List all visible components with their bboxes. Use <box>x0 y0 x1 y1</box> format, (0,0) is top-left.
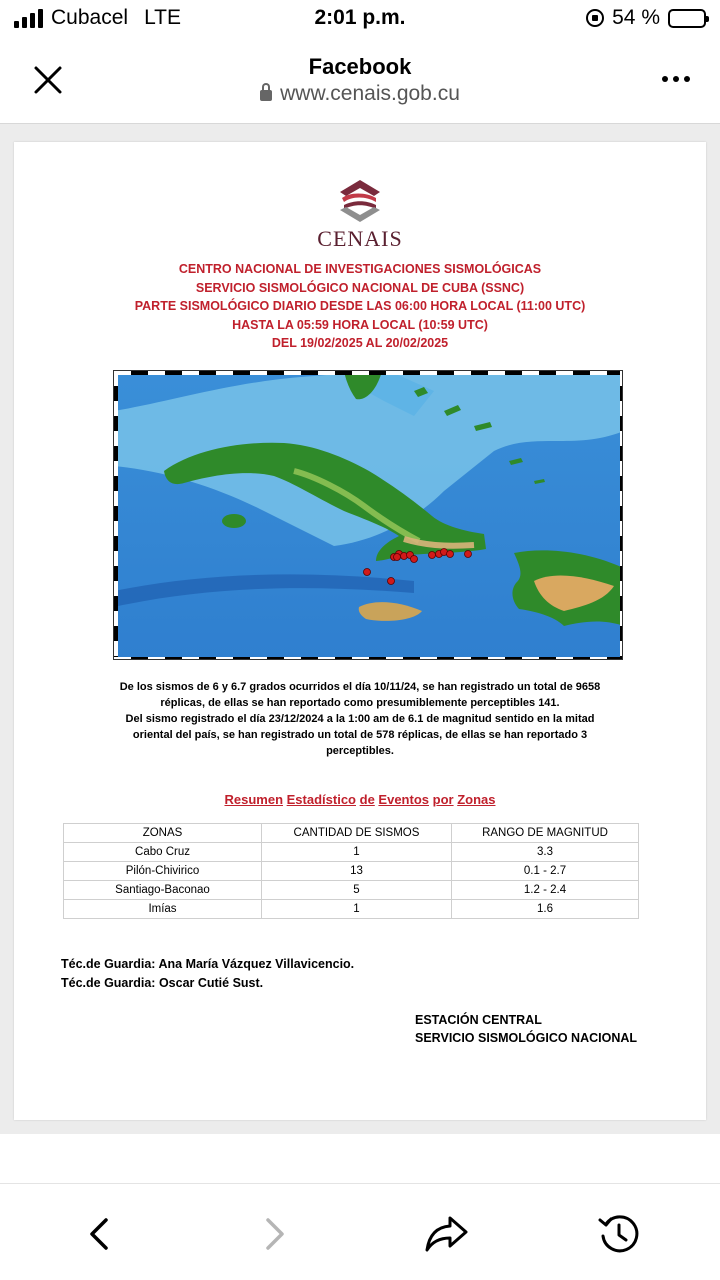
frame-tick <box>590 371 607 375</box>
dot-icon <box>684 76 690 82</box>
status-right <box>586 6 706 30</box>
url-text: www.cenais.gob.cu <box>280 82 460 105</box>
frame-tick <box>114 371 118 386</box>
count-cell: 13 <box>262 862 452 881</box>
heading-line: CENTRO NACIONAL DE INVESTIGACIONES SISMOLÓGICAS <box>178 262 542 276</box>
logo-text: CENAIS <box>317 226 403 251</box>
frame-tick <box>620 491 623 506</box>
table-header: CANTIDAD DE SISMOS <box>262 824 452 843</box>
frame-tick <box>488 657 505 660</box>
frame-tick <box>216 657 233 660</box>
paragraph-line: oriental del país, se han registrado un total de 578 réplicas, de ellas se han reportado 3 <box>132 729 588 741</box>
technician-line: Téc.de Guardia: Ana María Vázquez Villavicencio. <box>61 957 355 971</box>
frame-tick <box>352 371 369 375</box>
rotation-lock-icon <box>586 9 604 27</box>
frame-tick <box>590 657 607 660</box>
page-title: Facebook <box>308 54 412 79</box>
report-paragraph <box>64 679 656 759</box>
table-row <box>64 881 639 900</box>
cenais-logo-mark <box>336 178 384 224</box>
cenais-logo <box>14 178 706 252</box>
frame-tick <box>114 551 118 566</box>
table-row <box>64 900 639 919</box>
frame-tick <box>420 657 437 660</box>
frame-tick <box>284 657 301 660</box>
url-bar[interactable] <box>0 82 720 106</box>
station-line: ESTACIÓN CENTRAL <box>415 1013 542 1027</box>
heading-line: SERVICIO SISMOLÓGICO NACIONAL DE CUBA (SSNC) <box>195 280 525 295</box>
status-bar <box>0 0 720 38</box>
table-header: RANGO DE MAGNITUD <box>452 824 639 843</box>
forward-button[interactable] <box>252 1212 296 1256</box>
report-document <box>14 142 706 1120</box>
frame-tick <box>182 371 199 375</box>
battery-percent: 54 % <box>612 6 660 29</box>
summary-word: por <box>432 792 454 807</box>
frame-tick <box>386 657 403 660</box>
frame-tick <box>216 371 233 375</box>
carrier-name: Cubacel <box>51 6 129 29</box>
share-button[interactable] <box>424 1212 468 1256</box>
frame-tick <box>620 611 623 626</box>
frame-tick <box>620 641 623 656</box>
frame-tick <box>620 461 623 476</box>
frame-tick <box>386 371 403 375</box>
frame-tick <box>148 657 165 660</box>
frame-tick <box>318 657 335 660</box>
frame-tick <box>318 371 335 375</box>
technician-line: Téc.de Guardia: Oscar Cutié Sust. <box>61 976 264 990</box>
seismic-map-image <box>114 371 623 660</box>
dot-icon <box>662 76 668 82</box>
frame-tick <box>250 371 267 375</box>
frame-tick <box>114 657 131 660</box>
summary-word: Resumen <box>224 792 284 807</box>
frame-tick <box>454 371 471 375</box>
browser-header <box>0 38 720 124</box>
network-type: LTE <box>144 6 182 29</box>
zone-cell: Imías <box>64 900 262 919</box>
frame-tick <box>454 657 471 660</box>
frame-tick <box>114 581 118 596</box>
frame-tick <box>488 371 505 375</box>
frame-tick <box>522 657 539 660</box>
frame-tick <box>284 371 301 375</box>
lock-icon <box>260 90 272 101</box>
battery-icon <box>668 9 706 28</box>
paragraph-line: De los sismos de 6 y 6.7 grados ocurridos el día 10/11/24, se han registrado un total de 9658 <box>119 681 601 693</box>
earthquake-marker <box>465 551 472 558</box>
frame-tick <box>352 657 369 660</box>
frame-tick <box>114 521 118 536</box>
earthquake-marker <box>411 556 418 563</box>
table-header: ZONAS <box>64 824 262 843</box>
history-button[interactable] <box>597 1212 641 1256</box>
summary-word: Estadístico <box>286 792 356 807</box>
magnitude-cell: 0.1 - 2.7 <box>452 862 639 881</box>
summary-word: de <box>359 792 375 807</box>
summary-word: Eventos <box>378 792 429 807</box>
frame-tick <box>114 611 118 626</box>
frame-tick <box>620 431 623 446</box>
report-heading <box>14 260 706 353</box>
earthquake-marker <box>388 578 395 585</box>
frame-tick <box>556 657 573 660</box>
chevron-left-icon <box>78 1212 122 1256</box>
frame-tick <box>556 371 573 375</box>
earthquake-marker <box>364 569 371 576</box>
clock: 2:01 p.m. <box>314 6 406 29</box>
earthquake-marker <box>447 551 454 558</box>
table-header-row <box>64 824 639 843</box>
frame-tick <box>250 657 267 660</box>
web-content[interactable] <box>0 124 720 1134</box>
summary-word: Zonas <box>457 792 496 807</box>
table-row <box>64 843 639 862</box>
frame-tick <box>620 521 623 536</box>
frame-tick <box>420 371 437 375</box>
share-icon <box>424 1212 468 1256</box>
magnitude-cell: 3.3 <box>452 843 639 862</box>
earthquake-marker <box>394 554 401 561</box>
count-cell: 1 <box>262 843 452 862</box>
frame-tick <box>522 371 539 375</box>
frame-tick <box>114 641 118 656</box>
seismic-map <box>113 370 623 660</box>
heading-line: DEL 19/02/2025 AL 20/02/2025 <box>271 336 449 350</box>
heading-line: HASTA LA 05:59 HORA LOCAL (10:59 UTC) <box>232 317 488 332</box>
paragraph-line: Del sismo registrado el día 23/12/2024 a la 1:00 am de 6.1 de magnitud sentido en la mitad <box>125 713 595 725</box>
frame-tick <box>620 581 623 596</box>
frame-tick <box>114 491 118 506</box>
summary-title <box>14 792 706 807</box>
frame-tick <box>114 401 118 416</box>
more-options-button[interactable] <box>662 76 690 82</box>
paragraph-line: perceptibles. <box>326 745 394 757</box>
frame-tick <box>620 401 623 416</box>
paragraph-line: réplicas, de ellas se han reportado como presumiblemente perceptibles 141. <box>160 697 560 709</box>
frame-tick <box>620 371 623 386</box>
count-cell: 5 <box>262 881 452 900</box>
zone-cell: Cabo Cruz <box>64 843 262 862</box>
history-icon <box>597 1212 641 1256</box>
zone-cell: Pilón-Chivirico <box>64 862 262 881</box>
back-button[interactable] <box>78 1212 122 1256</box>
station-line: SERVICIO SISMOLÓGICO NACIONAL <box>415 1031 638 1045</box>
magnitude-cell: 1.6 <box>452 900 639 919</box>
table-row <box>64 862 639 881</box>
frame-tick <box>620 551 623 566</box>
earthquake-marker <box>429 552 436 559</box>
frame-tick <box>182 657 199 660</box>
summary-table <box>63 823 639 919</box>
zone-cell: Santiago-Baconao <box>64 881 262 900</box>
bottom-toolbar <box>0 1183 720 1280</box>
frame-tick <box>148 371 165 375</box>
count-cell: 1 <box>262 900 452 919</box>
chevron-right-icon <box>252 1212 296 1256</box>
frame-tick <box>114 431 118 446</box>
dot-icon <box>673 76 679 82</box>
frame-tick <box>114 461 118 476</box>
magnitude-cell: 1.2 - 2.4 <box>452 881 639 900</box>
heading-line: PARTE SISMOLÓGICO DIARIO DESDE LAS 06:00 HORA LOCAL (11:00 UTC) <box>134 299 586 313</box>
